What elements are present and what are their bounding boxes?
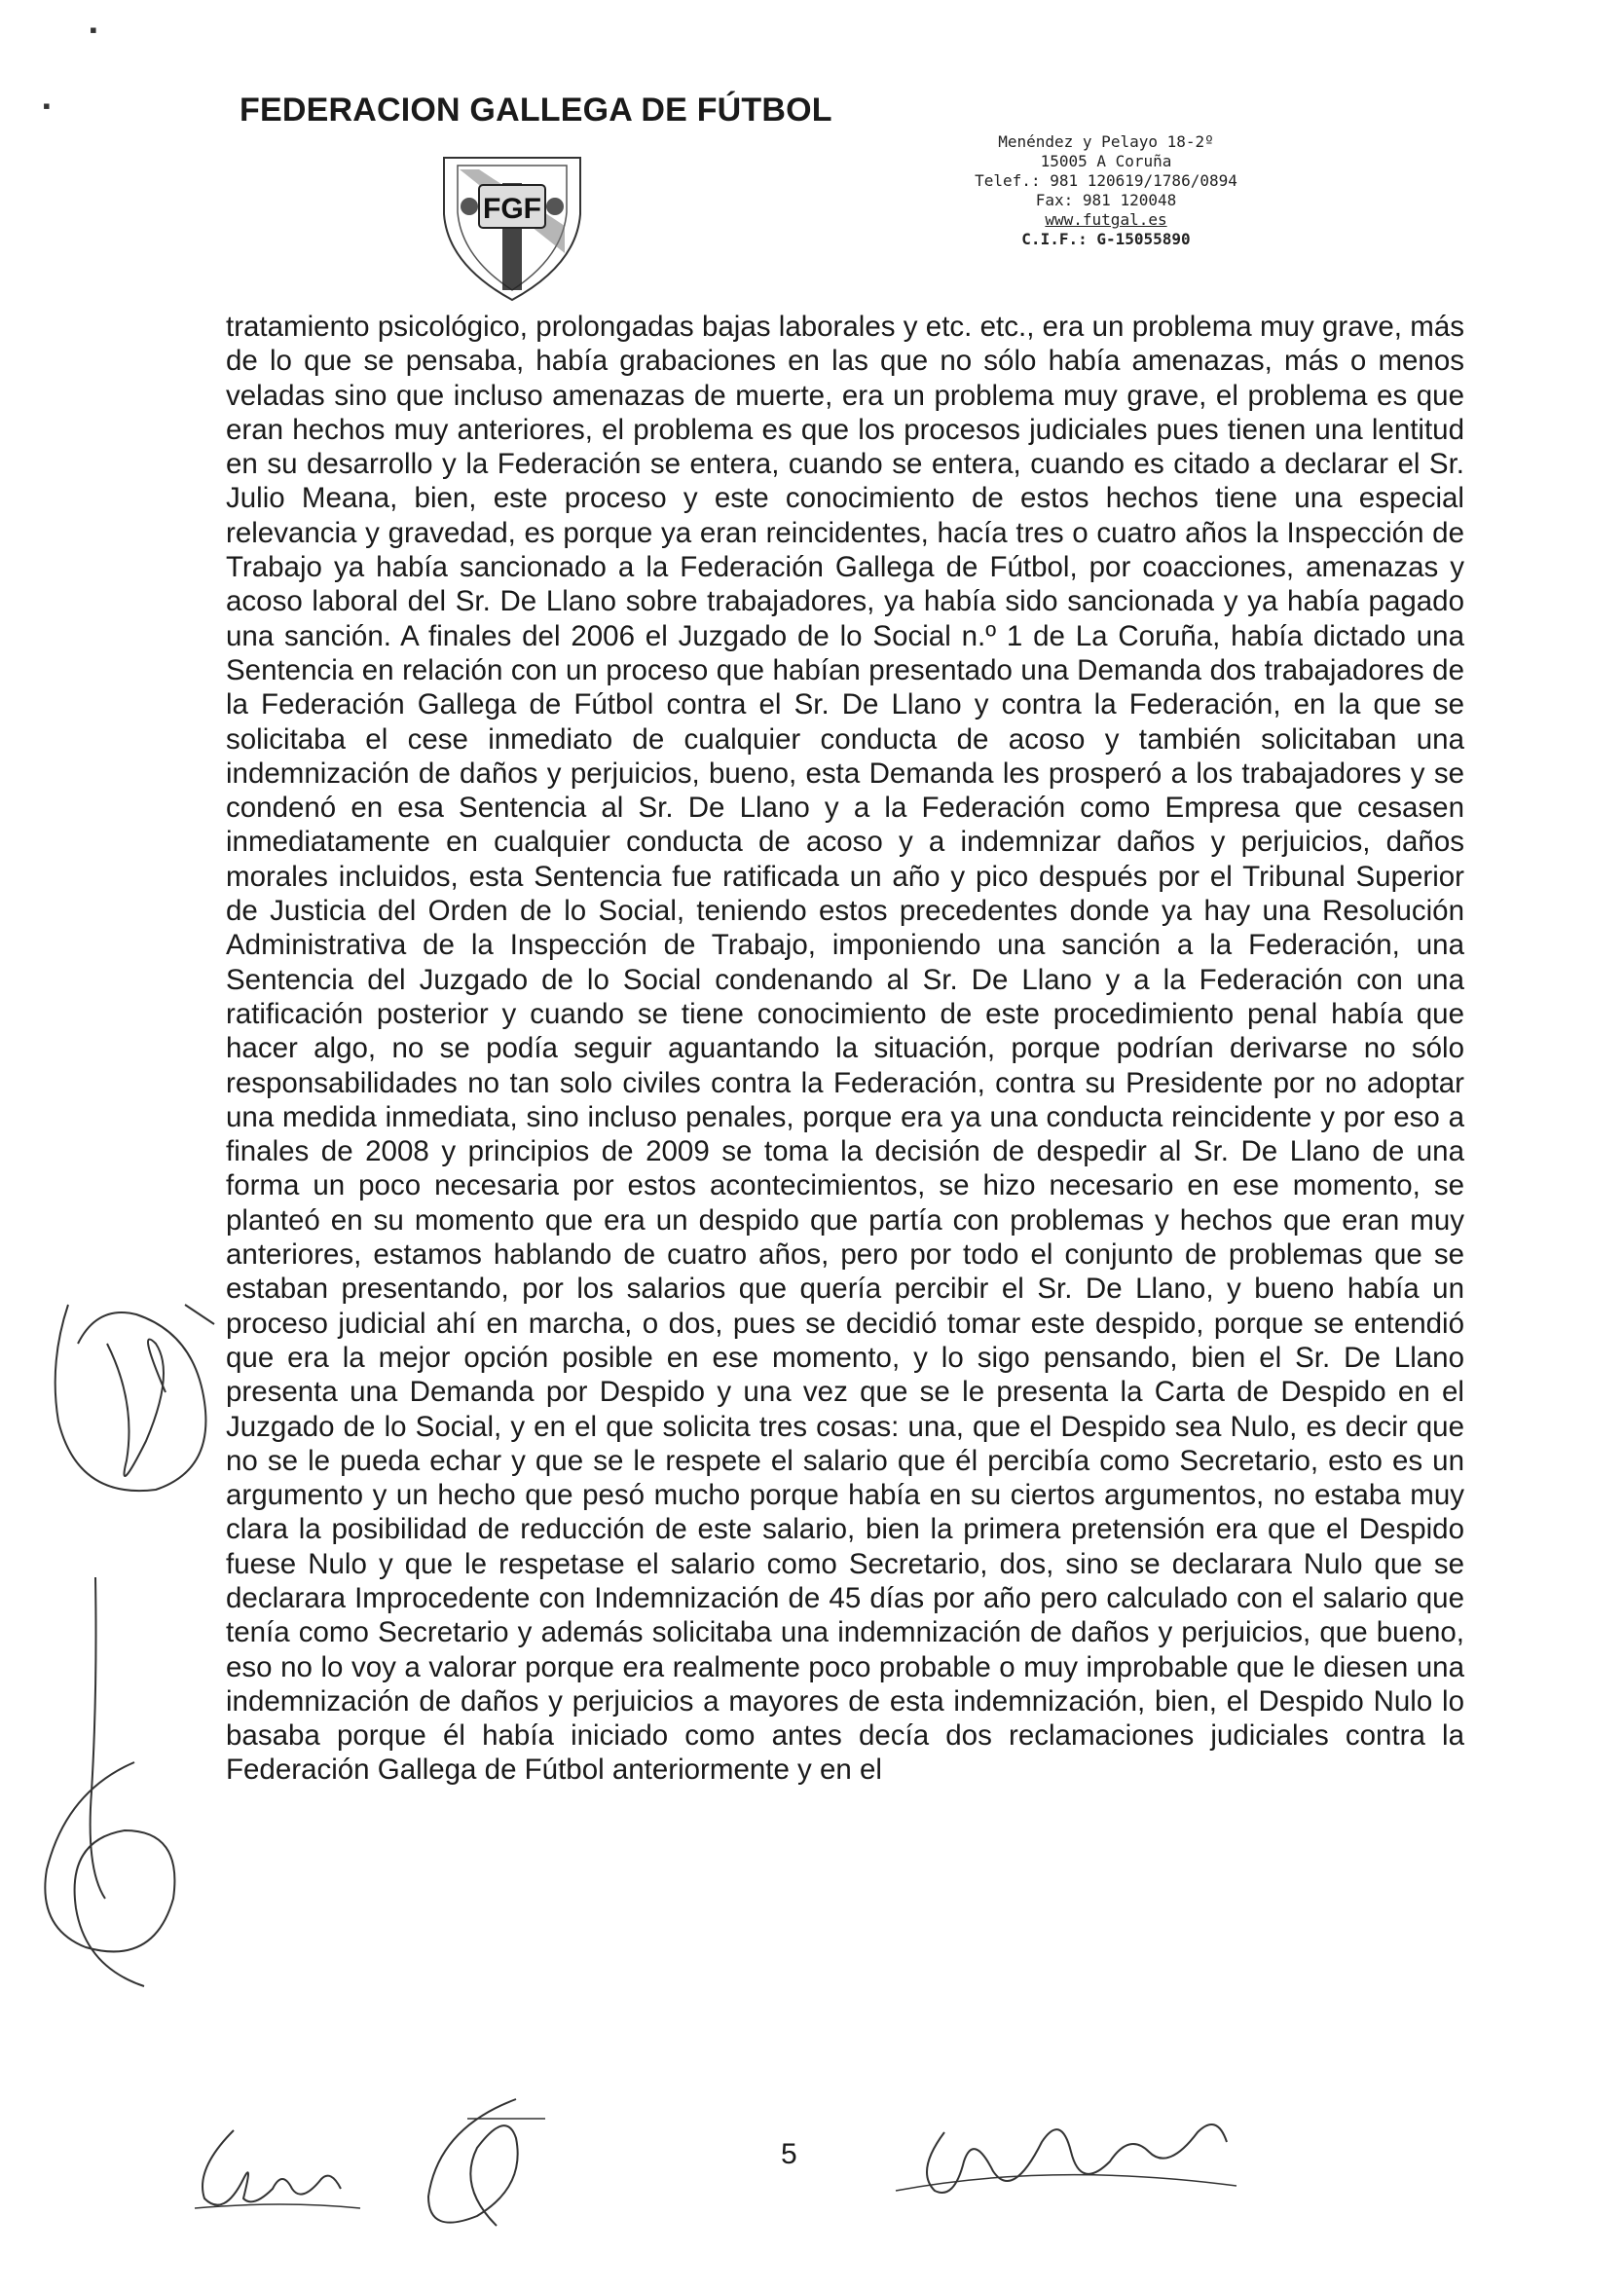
address-line: Menéndez y Pelayo 18-2º <box>998 132 1214 151</box>
address-line: 15005 A Coruña <box>1040 152 1172 170</box>
footer-signature-middle <box>409 2089 565 2235</box>
federation-logo <box>440 156 584 302</box>
organization-title: FEDERACION GALLEGA DE FÚTBOL <box>240 92 832 129</box>
website-link[interactable]: www.futgal.es <box>1045 210 1167 229</box>
margin-signature-top <box>39 1285 224 1548</box>
address-block <box>911 132 1301 249</box>
address-line: Telef.: 981 120619/1786/0894 <box>975 171 1237 190</box>
margin-signature-bottom <box>27 1577 193 1996</box>
footer-signature-left <box>185 2111 370 2218</box>
body-paragraph: tratamiento psicológico, prolongadas bajas laborales y etc. etc., era un problema muy grave, más de lo que se pensaba, había grabaciones en las que no sólo había amenazas, más o menos veladas sino que incluso amenazas de muerte, era un problema muy grave, el problema es que eran hechos muy anteriores, el problema es que los procesos judiciales pues tienen una lentitud en su desarrollo y la Federación se entera, cuando se entera, cuando es citado a declarar el Sr. Julio Meana, bien, este proceso y este conocimiento de estos hechos tiene una especial relevancia y gravedad, es porque ya eran reincidentes, hacía tres o cuatro años la Inspección de Trabajo ya había sancionado a la Federación Gallega de Fútbol, por coacciones, amenazas y acoso laboral del Sr. De Llano sobre trabajadores, ya había sido sancionada y ya había pagado una sanción. A finales del 2006 el Juzgado de lo Social n.º 1 de La Coruña, había dictado una Sentencia en relación con un proceso que habían presentado una Demanda dos trabajadores de la Federación Gallega de Fútbol contra el Sr. De Llano y contra la Federación, en la que se solicitaba el cese inmediato de cualquier conducta de acoso y también solicitaban una indemnización de daños y perjuicios, bueno, esta Demanda les prosperó a los trabajadores y se condenó en esa Sentencia al Sr. De Llano y a la Federación como Empresa que cesasen inmediatamente en cualquier conducta de acoso y a indemnizar daños y perjuicios, daños morales incluidos, esta Sentencia fue ratificada un año y pico después por el Tribunal Superior de Justicia del Orden de lo Social, teniendo estos precedentes donde ya hay una Resolución Administrativa de la Inspección de Trabajo, imponiendo una sanción a la Federación, una Sentencia del Juzgado de lo Social condenando al Sr. De Llano y a la Federación con una ratificación posterior y cuando se tiene conocimiento de este procedimiento penal había que hacer algo, no se podía seguir aguantando la situación, porque podrían derivarse no sólo responsabilidades no tan solo civiles contra la Federación, contra su Presidente por no adoptar una medida inmediata, sino incluso penales, porque era ya una conducta reincidente y por eso a finales de 2008 y principios de 2009 se toma la decisión de despedir al Sr. De Llano de una forma un poco necesaria por estos acontecimientos, se hizo necesario en ese momento, se planteó en su momento que era un despido que partía con problemas y hechos que eran muy anteriores, estamos hablando de cuatro años, pero por todo el conjunto de problemas que se estaban presentando, por los salarios que quería percibir el Sr. De Llano, y bueno había un proceso judicial ahí en marcha, o dos, pues se decidió tomar este despido, porque se entendió que era la mejor opción posible en ese momento, y lo sigo pensando, bien el Sr. De Llano presenta una Demanda por Despido y una vez que se le presenta la Carta de Despido en el Juzgado de lo Social, y en el que solicita tres cosas: una, que el Despido sea Nulo, es decir que no se le pueda echar y que se le respete el salario que él percibía como Secretario, esto es un argumento y un hecho que pesó mucho porque había en su ciertos argumentos, no estaba muy clara la posibilidad de reducción de este salario, bien la primera pretensión era que el Despido fuese Nulo y que le respetase el salario como Secretario, dos, sino se declarara Nulo que se declarara Improcedente con Indemnización de 45 días por año pero calculado con el salario que tenía como Secretario y además solicitaba una indemnización de daños y perjuicios, que bueno, eso no lo voy a valorar porque era realmente poco probable o muy improbable que le diesen una indemnización de daños y perjuicios a mayores de esta indemnización, bien, el Despido Nulo lo basaba porque él había iniciado como antes decía dos reclamaciones judiciales contra la Federación Gallega de Fútbol anteriormente y en el <box>226 311 1464 1787</box>
page-number: 5 <box>781 2138 797 2170</box>
logo-text: FGF <box>483 193 541 225</box>
scan-mark: ▪ <box>90 18 97 42</box>
document-body <box>226 310 1464 1788</box>
footer-signature-right <box>876 2093 1246 2210</box>
cif-number: C.I.F.: G-15055890 <box>1021 230 1191 248</box>
address-line: Fax: 981 120048 <box>1035 191 1177 209</box>
scan-mark: ▪ <box>43 93 51 118</box>
